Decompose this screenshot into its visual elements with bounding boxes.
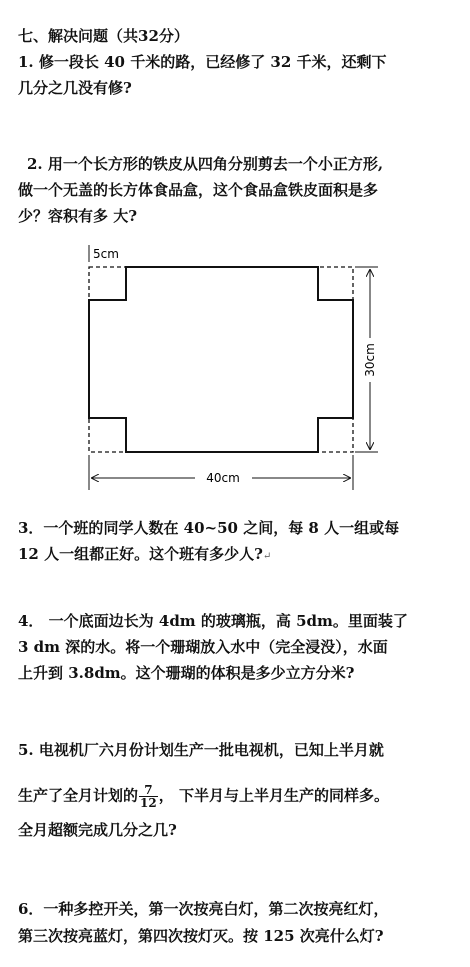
width-label: 40cm	[206, 471, 240, 485]
q1-line-1: 1. 修一段长 40 千米的路，已经修了 32 千米，还剩下	[18, 53, 387, 71]
q3-line-1: 3．一个班的同学人数在 40~50 之间，每 8 人一组或每	[18, 519, 400, 537]
q2-line-1: 2. 用一个长方形的铁皮从四角分别剪去一个小正方形,	[27, 155, 384, 173]
q5-line-3: 全月超额完成几分之几?	[18, 821, 177, 839]
return-mark: ↵	[262, 551, 272, 562]
q2-line-3: 少？容积有多 大?	[18, 207, 138, 225]
q5-line-1: 5. 电视机厂六月份计划生产一批电视机，已知上半月就	[18, 741, 384, 759]
q5-line-2	[18, 784, 389, 809]
q3-line-2-text: 12 人一组都正好。这个班有多少人?	[18, 545, 263, 563]
section-title: 七、解决问题（共32分）	[18, 27, 189, 45]
height-label: 30cm	[363, 343, 377, 377]
q4-line-2: 3 dm 深的水。将一个珊瑚放入水中（完全浸没），水面	[18, 638, 388, 656]
q1-line-2: 几分之几没有修?	[18, 79, 132, 97]
fraction-numerator: 7	[139, 784, 158, 797]
q4-line-3: 上升到 3.8dm。这个珊瑚的体积是多少立方分米?	[18, 664, 355, 682]
q5-line-2-post: ， 下半月与上半月生产的同样多。	[158, 786, 389, 805]
q6-line-2: 第三次按亮蓝灯，第四次按灯灭。按 125 次亮什么灯?	[18, 927, 384, 945]
cut-outline	[89, 267, 353, 452]
sheet-outline	[89, 267, 353, 452]
q6-line-1: 6．一种多控开关，第一次按亮白灯，第二次按亮红灯，	[18, 900, 389, 918]
fraction-7-12	[139, 784, 158, 809]
corner-label: 5cm	[93, 247, 119, 261]
q3-line-2	[18, 544, 271, 567]
q5-line-2-pre: 生产了全月计划的	[18, 786, 139, 805]
fraction-denominator: 12	[140, 796, 157, 810]
q4-line-1: 4． 一个底面边长为 4dm 的玻璃瓶，高 5dm。里面装了	[18, 612, 408, 630]
q2-line-2: 做一个无盖的长方体食品盒，这个食品盒铁皮面积是多	[18, 181, 379, 199]
